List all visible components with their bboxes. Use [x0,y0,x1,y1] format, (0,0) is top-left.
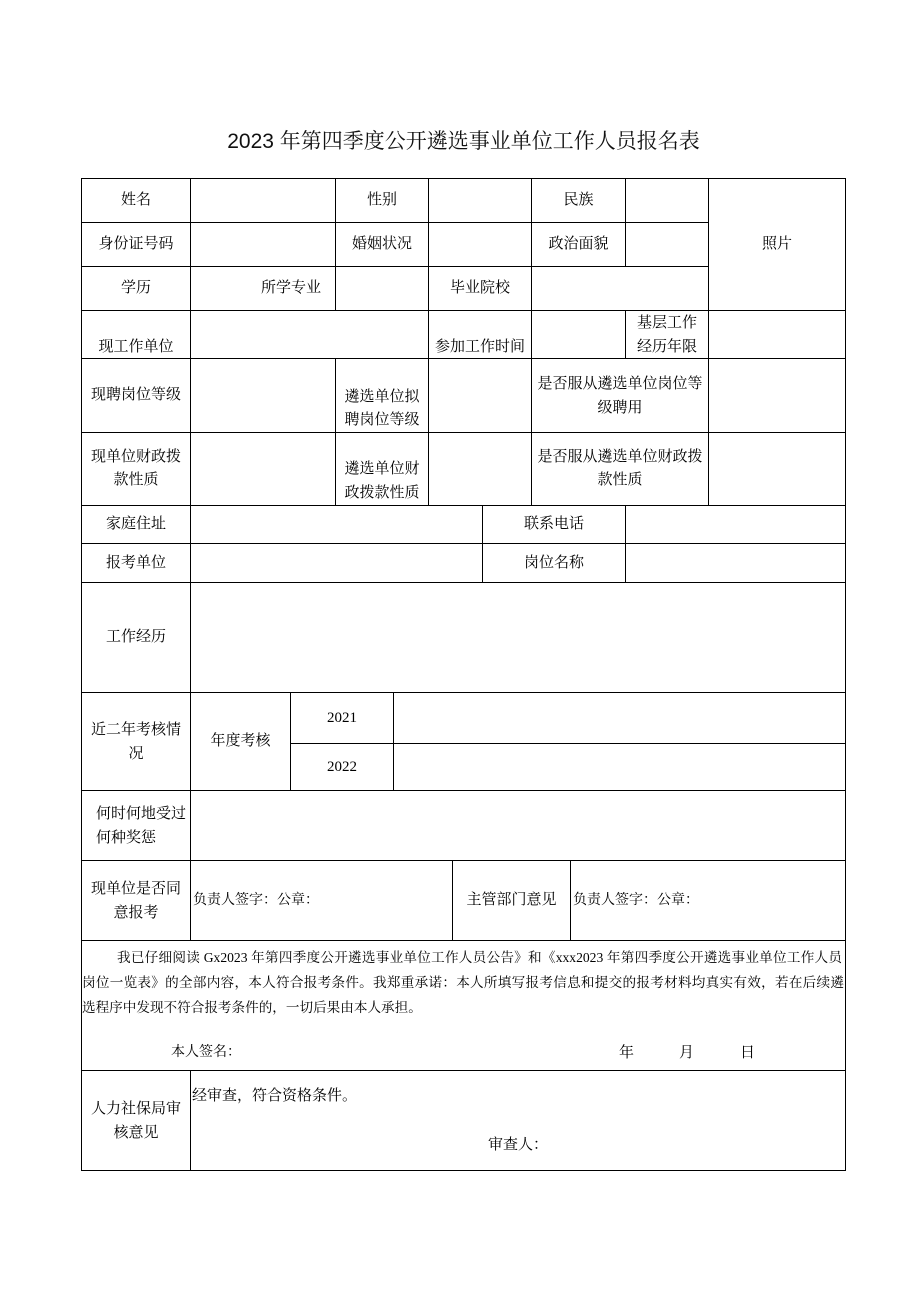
appraisal-label-cell [81,692,191,791]
applied-unit-label: 报考单位 [105,554,166,571]
target-funding-label-line-2: 政拨款性质 [344,485,420,501]
date-month-label: 月 [679,1045,695,1061]
marital-status-label-cell [335,222,429,267]
position-name-label: 岗位名称 [523,554,584,571]
work-start-label-cell [428,310,532,359]
applied-unit-value-cell [190,543,483,583]
accept-funding-label-line-1: 是否服从遴选单位财政拨 [537,449,703,465]
current-funding-label-line-1: 现单位财政拨 [90,449,181,465]
accept-funding-label-line-2: 款性质 [597,472,643,488]
grassroots-years-value-cell [708,310,846,359]
work-history-value-cell [190,582,846,693]
major-label: 所学专业 [260,280,321,296]
education-label: 学历 [120,280,151,296]
rewards-label-cell [81,790,191,861]
accept-post-grade-value-cell [708,358,846,433]
current-employer-value-cell [190,310,429,359]
pledge-line-2: 岗位一览表》的全部内容，本人符合报考条件。我郑重承诺：本人所填写报考信息和提交的报考材料均真实有效，若在后续遴 [82,975,844,990]
id-number-value-cell [190,222,336,267]
school-label: 毕业院校 [449,280,510,296]
name-label: 姓名 [120,192,151,208]
form-title: 2023 年第四季度公开遴选事业单位工作人员报名表 [227,130,700,153]
rewards-label-line-2: 何种奖惩 [96,829,157,846]
work-start-label: 参加工作时间 [434,339,525,355]
grassroots-years-label-line-2: 经历年限 [636,338,697,355]
reviewer-label: 审查人： [488,1137,549,1153]
appraisal-label-line-2: 况 [128,745,144,762]
appraisal-year-2022: 2022 [327,758,357,775]
political-status-label-cell [531,222,626,267]
position-name-label-cell [482,543,626,583]
rewards-value-cell [190,790,846,861]
review-label-line-2: 核意见 [113,1124,159,1141]
unit-signature-cell [190,860,453,941]
marital-status-value-cell [428,222,532,267]
proposed-post-grade-label-line-2: 聘岗位等级 [344,412,420,428]
address-value-cell [190,505,483,544]
id-number-label: 身份证号码 [98,236,174,252]
appraisal-type-label: 年度考核 [210,733,271,749]
current-post-grade-value-cell [190,358,336,433]
ethnicity-value-cell [625,178,709,223]
school-label-cell [428,266,532,311]
accept-funding-label-cell [531,432,709,506]
target-funding-label-cell [335,432,429,506]
work-start-value-cell [531,310,626,359]
current-funding-value-cell [190,432,336,506]
position-name-value-cell [625,543,846,583]
education-label-cell [81,266,191,311]
appraisal-result-cell [393,743,846,791]
name-label-cell [81,178,191,223]
work-history-label: 工作经历 [105,629,166,645]
school-value-cell [531,266,709,311]
appraisal-year-cell [290,743,394,791]
major-value-cell [335,266,429,311]
phone-value-cell [625,505,846,544]
appraisal-type-cell [190,692,291,791]
pledge-cell [81,940,846,1071]
review-opinion-cell [190,1070,846,1171]
current-employer-label-cell [81,310,191,359]
proposed-post-grade-label-line-1: 遴选单位拟 [344,389,420,405]
review-label-line-1: 人力社保局审 [90,1100,181,1117]
appraisal-label-line-1: 近二年考核情 [90,721,181,738]
political-status-value-cell [625,222,709,267]
address-label-cell [81,505,191,544]
dept-opinion-label-cell [452,860,571,941]
current-post-grade-label-cell [81,358,191,433]
current-funding-label-line-2: 款性质 [113,472,159,488]
appraisal-year-2021: 2021 [327,709,357,726]
ethnicity-label: 民族 [563,192,594,208]
gender-label: 性别 [366,192,397,208]
approval-label-line-2: 意报考 [113,904,159,921]
target-funding-label-line-1: 遴选单位财 [344,461,420,477]
accept-post-grade-label-line-1: 是否服从遴选单位岗位等 [537,375,703,392]
dept-opinion-label: 主管部门意见 [466,892,557,908]
pledge-line-1: 我已仔细阅读 Gx2023 年第四季度公开遴选事业单位工作人员公告》和《xxx2023 年第四季度公开遴选事业单位工作人员 [117,950,842,965]
grassroots-years-label-cell [625,310,709,359]
id-number-label-cell [81,222,191,267]
date-day-label: 日 [740,1045,756,1061]
accept-post-grade-label-line-2: 级聘用 [597,399,643,416]
political-status-label: 政治面貌 [548,236,609,252]
photo-cell [708,178,846,311]
accept-post-grade-label-cell [531,358,709,433]
pledge-line-3: 选程序中发现不符合报考条件的，一切后果由本人承担。 [82,1000,422,1015]
phone-label-cell [482,505,626,544]
grassroots-years-label-line-1: 基层工作 [636,314,697,331]
approval-label-cell [81,860,191,941]
major-label-cell [190,266,336,311]
rewards-label-line-1: 何时何地受过 [96,805,187,822]
address-label: 家庭住址 [105,516,166,532]
appraisal-result-cell [393,692,846,744]
gender-label-cell [335,178,429,223]
proposed-post-grade-label-cell [335,358,429,433]
accept-funding-value-cell [708,432,846,506]
signature-label: 本人签名： [171,1045,241,1060]
phone-label: 联系电话 [523,516,584,532]
date-year-label: 年 [619,1045,635,1061]
current-funding-label-cell [81,432,191,506]
ethnicity-label-cell [531,178,626,223]
target-funding-value-cell [428,432,532,506]
review-label-cell [81,1070,191,1171]
work-history-label-cell [81,582,191,693]
photo-label: 照片 [761,236,792,252]
name-value-cell [190,178,336,223]
review-result: 经审查，符合资格条件。 [192,1088,358,1104]
approval-label-line-1: 现单位是否同 [90,880,181,897]
current-post-grade-label: 现聘岗位等级 [90,387,181,403]
current-employer-label: 现工作单位 [98,339,174,355]
unit-signature-label: 负责人签字：公章： [193,893,319,908]
gender-value-cell [428,178,532,223]
dept-signature-cell [570,860,846,941]
marital-status-label: 婚姻状况 [351,236,412,252]
appraisal-year-cell [290,692,394,744]
proposed-post-grade-value-cell [428,358,532,433]
applied-unit-label-cell [81,543,191,583]
dept-signature-label: 负责人签字：公章： [573,893,699,908]
